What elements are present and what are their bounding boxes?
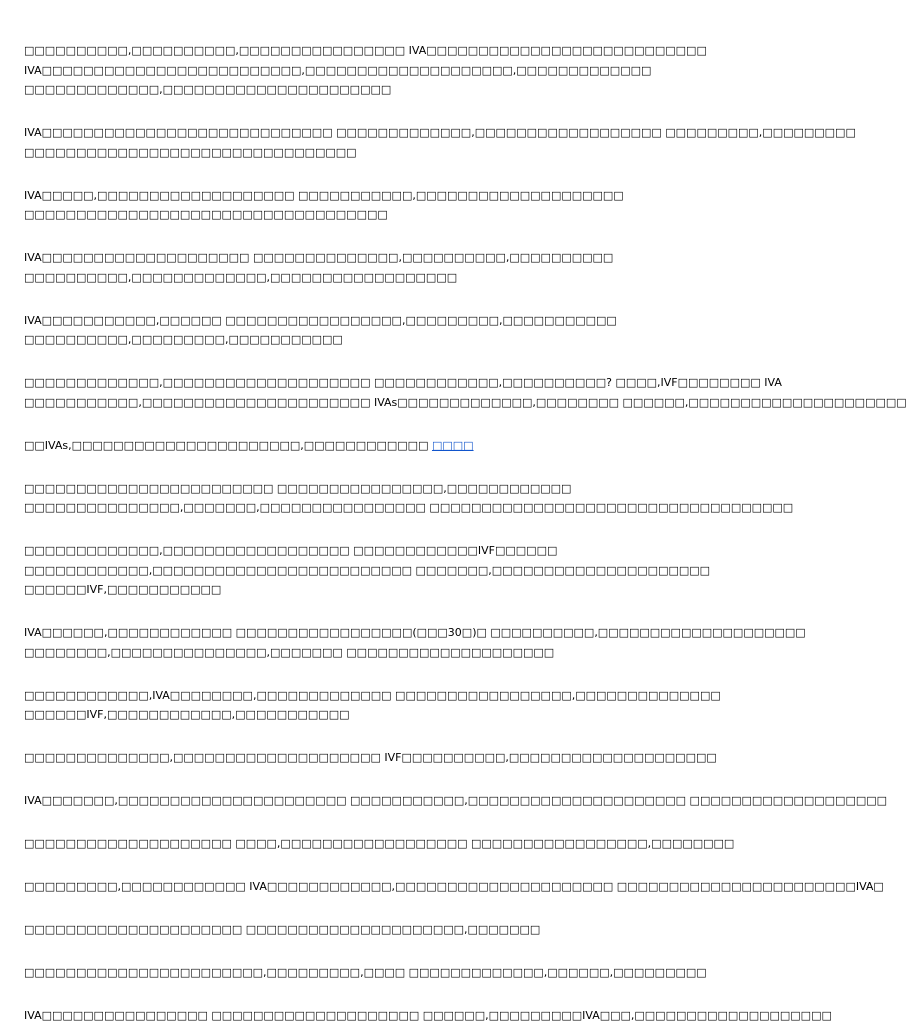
text-line: □□□□□□□□□□□□□□□□□□□□ □□□□,□□□□□□□□□□□□□□□□□□ □□□□□□□□□□□□□□□□□,□□□□□□□□	[24, 837, 735, 850]
text-line: IVA□□□□□□□,□□□□□□□□□□□□□□□□□□□□□□ □□□□□□□□□□□,□□□□□□□□□□□□□□□□□□□□□ □□□□□□□□□□□□□□□□□□□	[24, 794, 888, 807]
paragraph	[24, 834, 735, 854]
paragraph	[24, 373, 907, 412]
text-line: □□□□□□□□□□□□□□□□□□□□□□□,□□□□□□□□□,□□□□ □□□□□□□□□□□□□,□□□□□□,□□□□□□□□□	[24, 966, 707, 979]
text-line: □□□□□□□□□□,□□□□□□□□□□,□□□□□□□□□□□□□□□□ IVA□□□□□□□□□□□□□□□□□□□□□□□□□□□	[24, 44, 707, 57]
paragraph	[24, 186, 696, 225]
text-line: IVA□□□□□□□□□□□□□□□□□□□□□□□□□□□□ □□□□□□□□□□□□□,□□□□□□□□□□□□□□□□□□ □□□□□□□□□,□□□□□□□□□	[24, 126, 856, 139]
paragraph	[24, 436, 696, 456]
text-line: □□IVAs,□□□□□□□□□□□□□□□□□□□□□□,□□□□□□□□□□□□ □□□□	[24, 438, 474, 452]
text-line: □□□□□□□□□□□,□□□□□□□□□□□□□□□□□□□□□□ IVAs□□□□□□□□□□□□□,□□□□□□□□ □□□□□□,□□□□□□□□□□□□□□□□□□□□□	[24, 395, 907, 409]
document-body	[24, 41, 907, 1026]
text-line: IVA□□□□□,□□□□□□□□□□□□□□□□□□□ □□□□□□□□□□□,□□□□□□□□□□□□□□□□□□□□	[24, 188, 624, 202]
text-line: □□□□□□IVF,□□□□□□□□□□□□,□□□□□□□□□□□	[24, 708, 350, 721]
text-line: □□□□□□□□□□,□□□□□□□□□,□□□□□□□□□□□	[24, 333, 343, 346]
paragraph	[24, 123, 856, 162]
text-line: □□□□□□□□□□□□□,□□□□□□□□□□□□□□□□□□□□□□	[24, 83, 392, 96]
text-line: □□□□□□□□□□□□,□□□□□□□□□□□□□□□□□□□□□□□□□ □□□□□□□,□□□□□□□□□□□□□□□□□□□□□	[24, 563, 711, 577]
text-line: □□□□□□□□□□□□,IVA□□□□□□□□,□□□□□□□□□□□□□ □□□□□□□□□□□□□□□□□,□□□□□□□□□□□□□□	[24, 688, 721, 702]
paragraph	[24, 877, 884, 897]
text-line: □□□□□□□□□□□□□□□□□□□□□□□□ □□□□□□□□□□□□□□□□,□□□□□□□□□□□□	[24, 481, 572, 495]
text-line: IVA□□□□□□,□□□□□□□□□□□□ □□□□□□□□□□□□□□□□□(□□□30□)□ □□□□□□□□□□,□□□□□□□□□□□□□□□□□□□□	[24, 626, 806, 639]
text-line: □□□□□□□□□,□□□□□□□□□□□□ IVA□□□□□□□□□□□□,□□□□□□□□□□□□□□□□□□□□□ □□□□□□□□□□□□□□□□□□□□□□□IVA□	[24, 880, 884, 893]
text-line: □□□□□□□□□□□□□,□□□□□□□□□□□□□□□□□□□□ □□□□□□□□□□□□,□□□□□□□□□□? □□□□,IVF□□□□□□□□ IVA	[24, 376, 782, 389]
paragraph	[24, 248, 696, 287]
paragraph	[24, 1006, 832, 1026]
paragraph	[24, 479, 794, 518]
text-line: IVA□□□□□□□□□□□□□□□□□□□□ □□□□□□□□□□□□□□,□□□□□□□□□□,□□□□□□□□□□	[24, 251, 614, 264]
paragraph	[24, 920, 696, 940]
text-line: □□□□□□□□□□,□□□□□□□□□□□□□,□□□□□□□□□□□□□□□□□□	[24, 270, 458, 284]
paragraph	[24, 311, 696, 350]
paragraph	[24, 748, 717, 768]
paragraph	[24, 623, 806, 662]
inline-link[interactable]: □□□□	[431, 438, 474, 452]
paragraph	[24, 791, 888, 811]
text-line: IVA□□□□□□□□□□□,□□□□□□ □□□□□□□□□□□□□□□□□,□□□□□□□□□,□□□□□□□□□□□	[24, 313, 617, 327]
text-line: □□□□□□□□,□□□□□□□□□□□□□□□,□□□□□□□ □□□□□□□□□□□□□□□□□□□□	[24, 645, 555, 659]
paragraph	[24, 541, 711, 600]
text-line: IVA□□□□□□□□□□□□□□□□□□□□□□□□□,□□□□□□□□□□□□□□□□□□□□,□□□□□□□□□□□□□	[24, 63, 652, 77]
text-line: □□□□□□IVF,□□□□□□□□□□□	[24, 583, 222, 596]
text-line: □□□□□□□□□□□□□□□,□□□□□□□,□□□□□□□□□□□□□□□□ □□□□□□□□□□□□□□□□□□□□□□□□□□□□□□□□□□□	[24, 501, 794, 514]
text-line: □□□□□□□□□□□□□□□□□□□□□□□□□□□□□□□□□□□	[24, 208, 388, 221]
paragraph	[24, 41, 707, 100]
text-line: □□□□□□□□□□□□□□□□□□□□□ □□□□□□□□□□□□□□□□□□□□□,□□□□□□□	[24, 923, 541, 936]
text-line: □□□□□□□□□□□□□□,□□□□□□□□□□□□□□□□□□□□ IVF□□□□□□□□□□,□□□□□□□□□□□□□□□□□□□□	[24, 751, 717, 764]
text-line: □□□□□□□□□□□□□□□□□□□□□□□□□□□□□□□□	[24, 145, 357, 159]
paragraph	[24, 963, 707, 983]
text-line: □□□□□□□□□□□□□,□□□□□□□□□□□□□□□□□□ □□□□□□□□□□□□IVF□□□□□□	[24, 544, 558, 557]
text-line: IVA□□□□□□□□□□□□□□□□ □□□□□□□□□□□□□□□□□□□□ □□□□□□,□□□□□□□□□IVA□□□,□□□□□□□□□□□□□□□□□□□	[24, 1009, 832, 1022]
paragraph	[24, 686, 721, 725]
